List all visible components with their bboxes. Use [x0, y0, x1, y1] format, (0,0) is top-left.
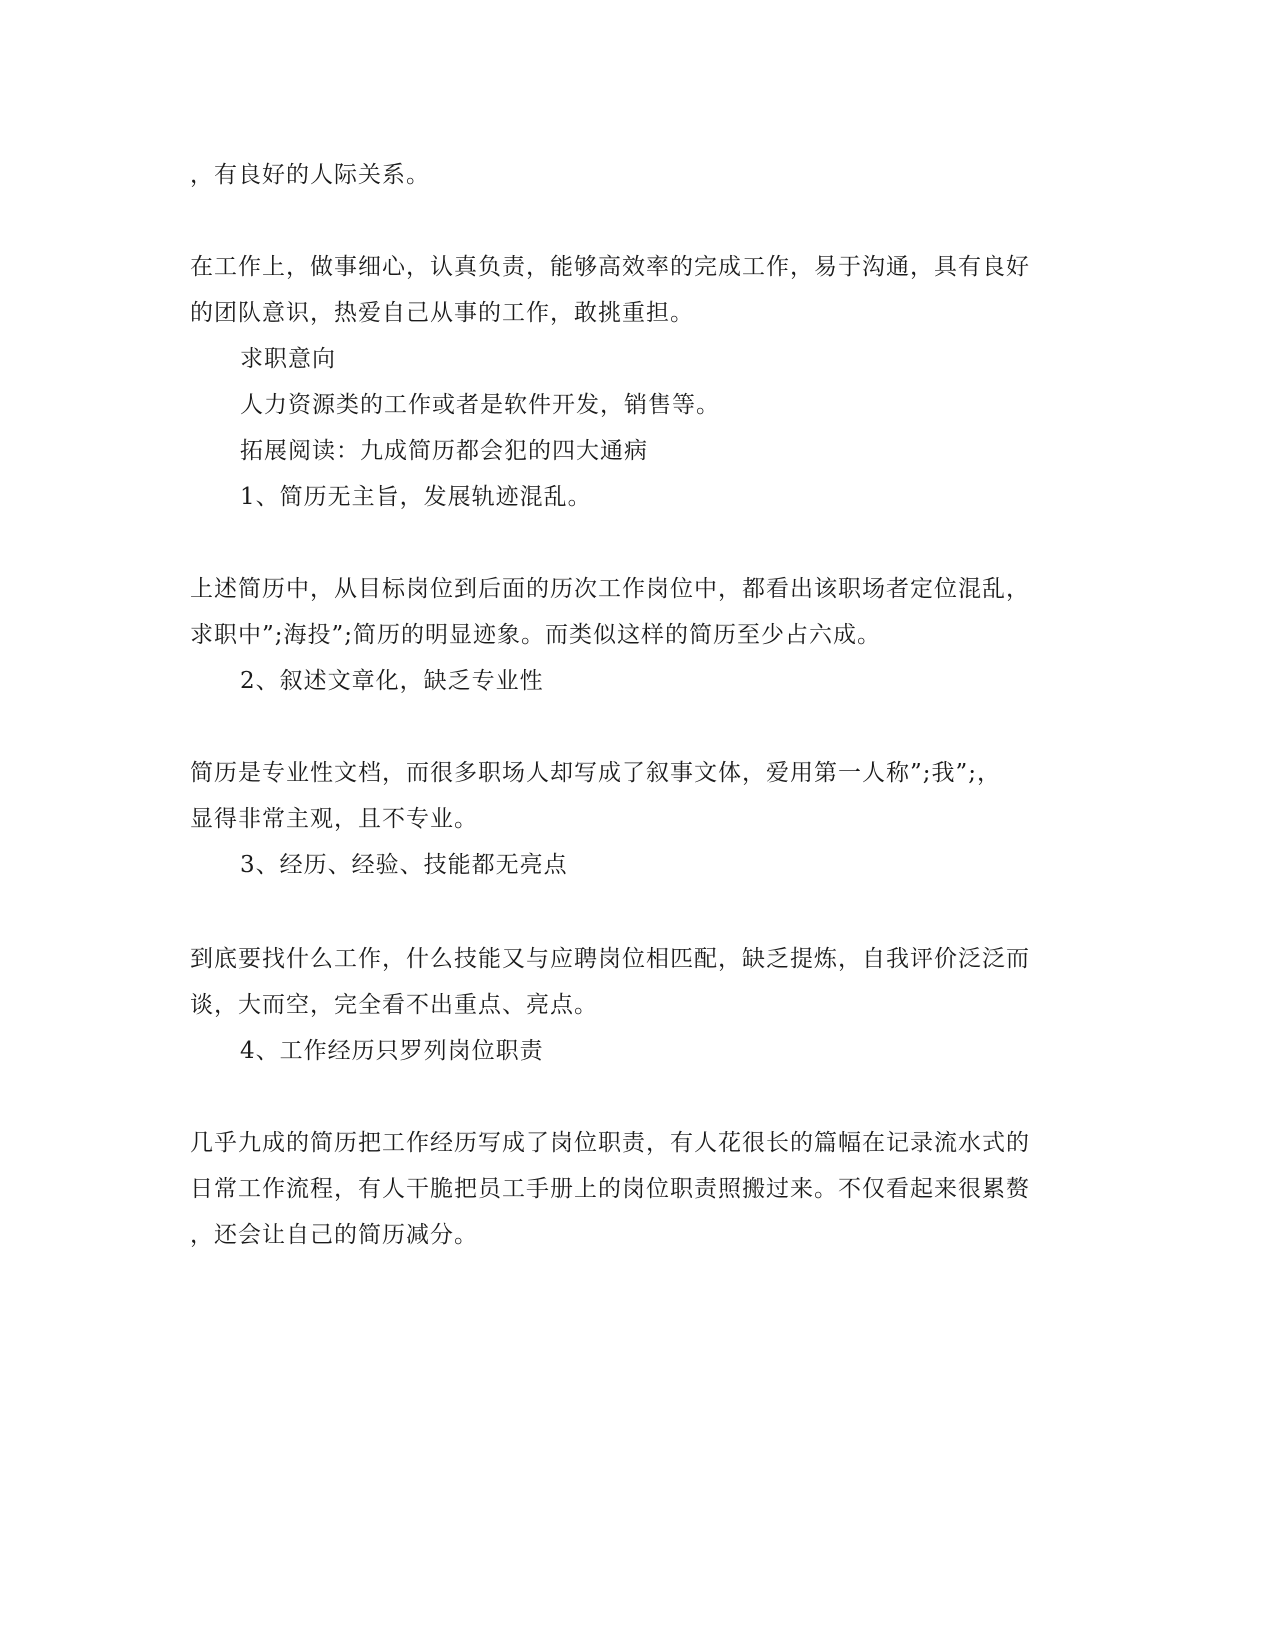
list-item-heading: 2、叙述文章化，缺乏专业性 — [240, 668, 544, 694]
paragraph-line: 几乎九成的简历把工作经历写成了岗位职责，有人花很长的篇幅在记录流水式的 — [190, 1130, 1030, 1156]
paragraph-line: 日常工作流程，有人干脆把员工手册上的岗位职责照搬过来。不仅看起来很累赘 — [190, 1176, 1030, 1202]
list-item-heading: 4、工作经历只罗列岗位职责 — [240, 1038, 544, 1064]
paragraph-line: 在工作上，做事细心，认真负责，能够高效率的完成工作，易于沟通，具有良好 — [190, 254, 1030, 280]
paragraph-line: 到底要找什么工作，什么技能又与应聘岗位相匹配，缺乏提炼，自我评价泛泛而 — [190, 946, 1030, 972]
section-heading: 求职意向 — [240, 346, 336, 372]
section-heading: 拓展阅读：九成简历都会犯的四大通病 — [240, 438, 648, 464]
list-item-heading: 1、简历无主旨，发展轨迹混乱。 — [240, 484, 592, 510]
paragraph-line: 谈，大而空，完全看不出重点、亮点。 — [190, 992, 598, 1018]
paragraph-line: 人力资源类的工作或者是软件开发，销售等。 — [240, 392, 720, 418]
paragraph-line: 的团队意识，热爱自己从事的工作，敢挑重担。 — [190, 300, 694, 326]
paragraph-line: 求职中”;海投”;简历的明显迹象。而类似这样的简历至少占六成。 — [190, 622, 882, 648]
paragraph-line: 上述简历中，从目标岗位到后面的历次工作岗位中，都看出该职场者定位混乱， — [190, 576, 1030, 602]
list-item-heading: 3、经历、经验、技能都无亮点 — [240, 852, 568, 878]
paragraph-line: ，有良好的人际关系。 — [190, 162, 430, 188]
paragraph-line: 显得非常主观，且不专业。 — [190, 806, 478, 832]
paragraph-line: 简历是专业性文档，而很多职场人却写成了叙事文体，爱用第一人称”;我”;， — [190, 760, 1002, 786]
paragraph-line: ，还会让自己的简历减分。 — [190, 1222, 478, 1248]
